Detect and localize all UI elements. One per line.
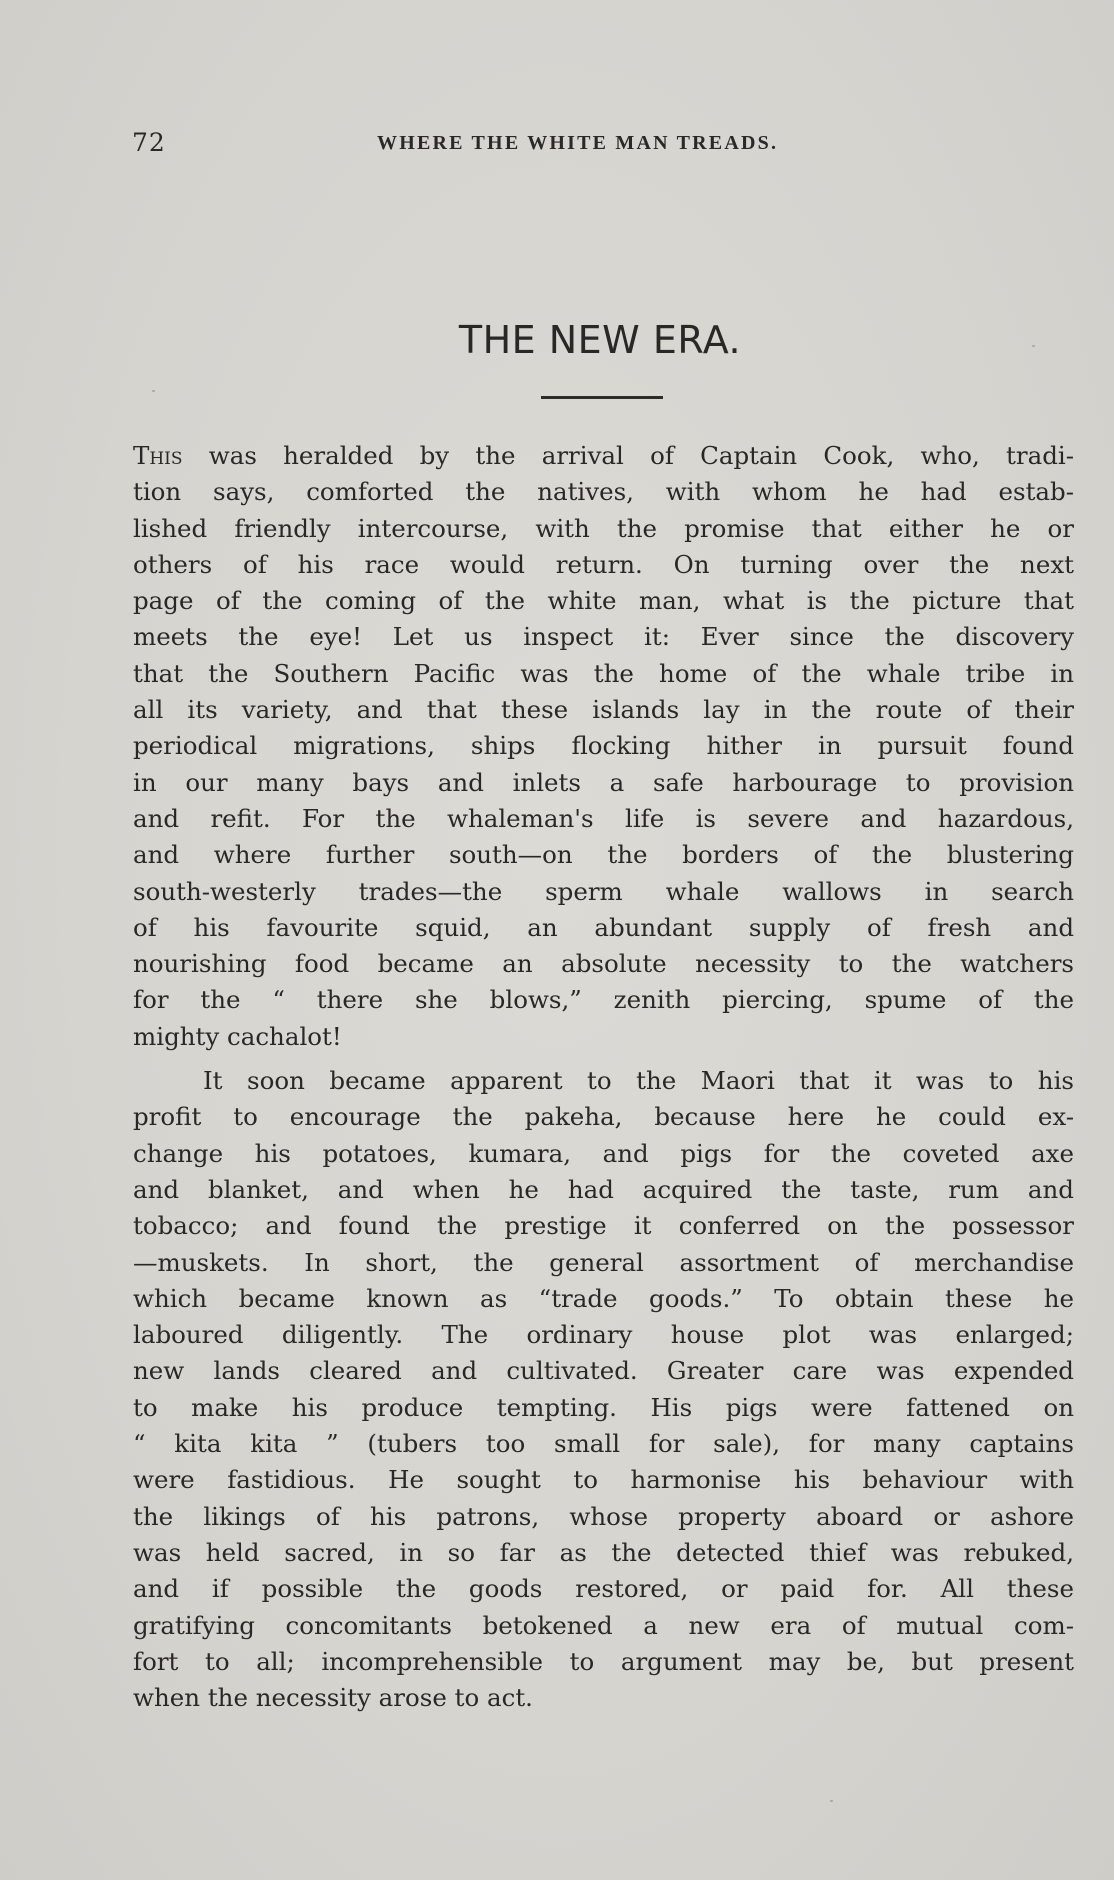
- paper-speck: [1032, 345, 1035, 347]
- running-title: WHERE THE WHITE MAN TREADS.: [377, 132, 779, 154]
- line-text: all its variety, and that these islands lay in the route of their: [133, 695, 1074, 725]
- line-text: and where further south—on the borders of the blustering: [133, 840, 1074, 870]
- line-text: that the Southern Pacific was the home of the whale tribe in: [133, 658, 1074, 688]
- lead-word: This: [133, 441, 183, 470]
- text-line: [133, 1426, 1074, 1462]
- line-text: tion says, comforted the natives, with whom he had estab-: [133, 477, 1074, 507]
- text-line: [133, 511, 1074, 547]
- text-line: [133, 1462, 1074, 1498]
- line-text: periodical migrations, ships flocking hither in pursuit found: [133, 731, 1074, 761]
- running-head: [132, 128, 1072, 158]
- line-text: south-westerly trades—the sperm whale wallows in search: [133, 876, 1074, 906]
- text-line: [133, 583, 1074, 619]
- text-line: [133, 1499, 1074, 1535]
- line-text: lished friendly intercourse, with the promise that either he or: [133, 513, 1074, 543]
- text-line: [133, 982, 1074, 1018]
- line-text: was heralded by the arrival of Captain Cook, who, tradi-: [182, 441, 1074, 470]
- line-text: when the necessity arose to act.: [133, 1683, 533, 1713]
- text-line: [133, 1208, 1074, 1244]
- line-text: the likings of his patrons, whose property aboard or ashore: [133, 1501, 1074, 1531]
- text-line: [133, 692, 1074, 728]
- paper-speck: [830, 1800, 833, 1802]
- text-line: [133, 765, 1074, 801]
- text-line: [133, 1136, 1074, 1172]
- line-text: and if possible the goods restored, or paid for. All these: [133, 1574, 1074, 1604]
- text-line: [133, 1680, 1074, 1716]
- line-text: “ kita kita ” (tubers too small for sale), for many captains: [133, 1429, 1074, 1459]
- text-line: [133, 1535, 1074, 1571]
- line-text: laboured diligently. The ordinary house plot was enlarged;: [133, 1320, 1074, 1350]
- line-text: page of the coming of the white man, what is the picture that: [133, 586, 1074, 616]
- text-line: [133, 1608, 1074, 1644]
- line-text: and blanket, and when he had acquired the taste, rum and: [133, 1174, 1074, 1204]
- line-text: others of his race would return. On turning over the next: [133, 549, 1074, 579]
- text-line: [133, 1353, 1074, 1389]
- paragraph-2: [133, 1063, 1074, 1716]
- text-line: [133, 1019, 1074, 1055]
- line-text: were fastidious. He sought to harmonise his behaviour with: [133, 1465, 1074, 1495]
- text-line: [133, 1245, 1074, 1281]
- chapter-title: THE NEW ERA.: [458, 318, 742, 362]
- text-line: [133, 1571, 1074, 1607]
- title-rule-divider: [541, 396, 663, 399]
- text-line: [133, 874, 1074, 910]
- line-text: new lands cleared and cultivated. Greater care was expended: [133, 1356, 1074, 1386]
- paper-speck: [152, 390, 155, 392]
- line-text: meets the eye! Let us inspect it: Ever since the discovery: [133, 622, 1074, 652]
- page-number: 72: [132, 128, 166, 157]
- text-line: [133, 1644, 1074, 1680]
- line-text: profit to encourage the pakeha, because here he could ex-: [133, 1102, 1074, 1132]
- text-line: [133, 619, 1074, 655]
- line-text: was held sacred, in so far as the detected thief was rebuked,: [133, 1537, 1074, 1567]
- line-text: —muskets. In short, the general assortment of merchandise: [133, 1247, 1074, 1277]
- text-line: [133, 547, 1074, 583]
- line-text: in our many bays and inlets a safe harbourage to provision: [133, 767, 1074, 797]
- text-line: [133, 1317, 1074, 1353]
- text-line: [133, 910, 1074, 946]
- line-text: tobacco; and found the prestige it conferred on the possessor: [133, 1211, 1074, 1241]
- text-line: [133, 438, 1074, 474]
- line-text: which became known as “trade goods.” To obtain these he: [133, 1283, 1074, 1313]
- body-text: [133, 438, 1074, 1716]
- text-line: [133, 946, 1074, 982]
- line-text: of his favourite squid, an abundant supply of fresh and: [133, 912, 1074, 942]
- line-text: mighty cachalot!: [133, 1021, 342, 1051]
- line-text: nourishing food became an absolute necessity to the watchers: [133, 949, 1074, 979]
- line-text: for the “ there she blows,” zenith piercing, spume of the: [133, 985, 1074, 1015]
- line-text: gratifying concomitants betokened a new era of mutual com-: [133, 1610, 1074, 1640]
- text-line: [133, 1172, 1074, 1208]
- line-text: change his potatoes, kumara, and pigs for the coveted axe: [133, 1138, 1074, 1168]
- text-line: [133, 728, 1074, 764]
- text-line: [133, 656, 1074, 692]
- line-text: and refit. For the whaleman's life is severe and hazardous,: [133, 803, 1074, 833]
- text-line: [133, 474, 1074, 510]
- paragraph-1: [133, 438, 1074, 1055]
- text-line: [133, 1281, 1074, 1317]
- line-text: It soon became apparent to the Maori that it was to his: [203, 1066, 1074, 1096]
- text-line: [133, 1099, 1074, 1135]
- text-line: [133, 1390, 1074, 1426]
- text-line: [133, 1063, 1074, 1099]
- line-text: fort to all; incomprehensible to argument may be, but present: [133, 1646, 1074, 1676]
- text-line: [133, 837, 1074, 873]
- line-text: to make his produce tempting. His pigs were fattened on: [133, 1392, 1074, 1422]
- text-line: [133, 801, 1074, 837]
